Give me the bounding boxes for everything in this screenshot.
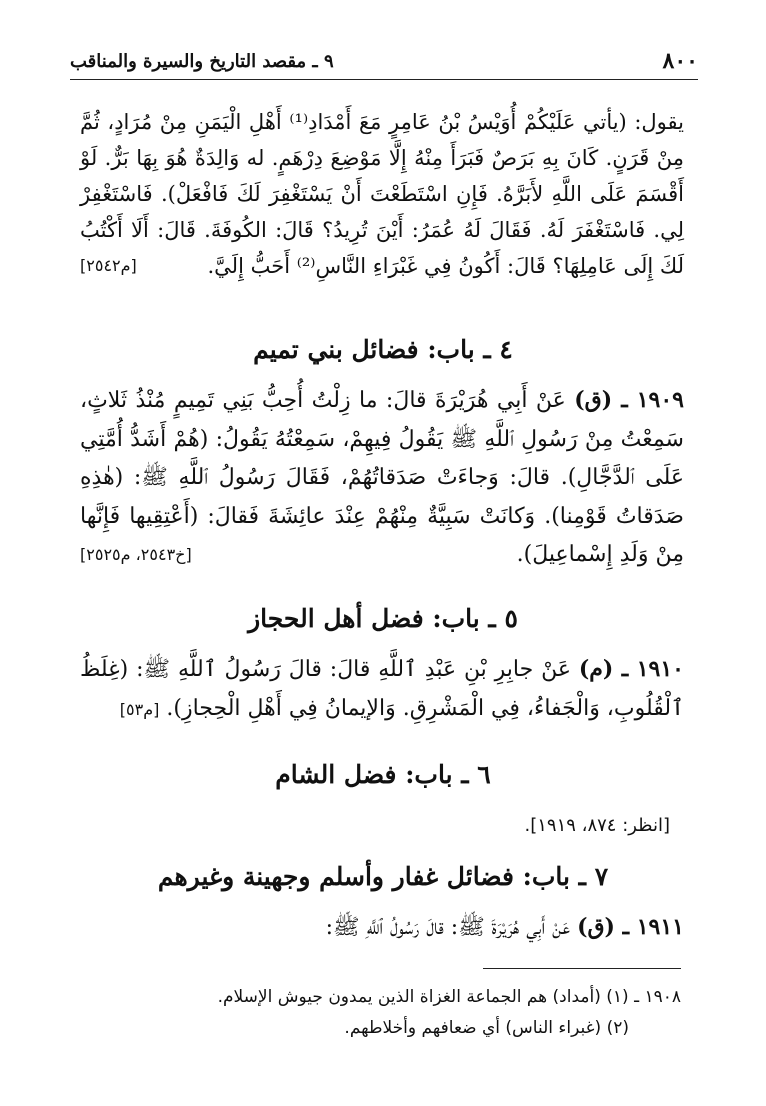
page-number: ٨٠٠ <box>662 48 698 74</box>
header-divider <box>70 79 698 80</box>
page-header <box>70 44 698 78</box>
footnotes <box>80 982 681 1044</box>
hadith-number-1910: ١٩١٠ ـ (م) <box>578 656 684 682</box>
hadith-number-1909: ١٩٠٩ ـ (ق) <box>574 387 684 413</box>
hadith-text-1909: عَنْ أَبِي هُرَيْرَةَ قالَ: ما زِلْتُ أُحِبُّ بَنِي تَمِيمٍ مُنْذُ ثَلاثٍ، سَمِعْتُ مِنْ رَسُولِ ٱللَّهِ ﷺ يَقُولُ فِيهِمْ، سَمِعْتُهُ يَقُولُ: (هُمْ أَشَدُّ أُمَّتِي عَلَى ٱلدَّجَّالِ). قالَ: وَجاءَتْ صَدَقاتُهُمْ، فَقَالَ رَسُولُ ٱللَّهِ ﷺ: (هٰذِهِ صَدَقاتُ قَوْمِنا). وَكانَتْ سَبِيَّةٌ مِنْهُمْ عِنْدَ عائِشَةَ فَقالَ: (أَعْتِقِيها فَإِنَّها مِنْ وَلَدِ إِسْماعِيلَ). <box>80 388 684 567</box>
footnote-divider <box>483 968 681 969</box>
hadith-1908-continuation <box>80 104 684 284</box>
see-also-reference: [انظر: ٨٧٤، ١٩١٩]. <box>524 815 670 836</box>
footnote-1: ١٩٠٨ ـ (١) (أمداد) هم الجماعة الغزاة الذين يمدون جيوش الإسلام. <box>217 987 681 1007</box>
hadith-text-1911: عَنْ أَبِي هُرَيْرَةَ ﷺ: قالَ رَسُولُ ٱللَّهِ ﷺ: <box>325 915 571 940</box>
reference-1909: [خ٢٥٤٣، م٢٥٢٥] <box>80 545 192 564</box>
chapter-heading-5: ٥ ـ باب: فضل أهل الحجاز <box>248 604 518 633</box>
hadith-text-1910: عَنْ جابِرِ بْنِ عَبْدِ ٱللَّهِ قالَ: قالَ رَسُولُ ٱللَّهِ ﷺ: (غِلَظُ ٱلْقُلُوبِ، وَالْجَفاءُ، فِي الْمَشْرِقِ. وَالإيمانُ فِي أَهْلِ الْحِجازِ). <box>80 657 684 721</box>
chapter-heading-6: ٦ ـ باب: فضل الشام <box>275 760 491 789</box>
chapter-heading-7: ٧ ـ باب: فضائل غفار وأسلم وجهينة وغيرهم <box>157 862 609 891</box>
hadith-1909 <box>80 381 684 575</box>
footnote-2: (٢) (غبراء الناس) أي ضعافهم وأخلاطهم. <box>344 1018 629 1038</box>
hadith-number-1911: ١٩١١ ـ (ق) <box>577 914 684 940</box>
continuation-text: يقول: (يأتي عَلَيْكُمْ أُوَيْسُ بْنُ عَامِرٍ مَعَ أَمْدَادِ⁽¹⁾ أَهْلِ الْيَمَنِ مِنْ مُرَادٍ، ثُمَّ مِنْ قَرَنٍ. كَانَ بِهِ بَرَصٌ فَبَرَأَ مِنْهُ إِلَّا مَوْضِعَ دِرْهَمٍ. له وَالِدَةٌ هُوَ بِهَا بَرٌّ. لَوْ أَقْسَمَ عَلَى اللَّهِ لأَبَرَّهُ. فَإِنِ اسْتَطَعْتَ أَنْ يَسْتَغْفِرَ لَكَ فَافْعَلْ). فَاسْتَغْفِرْ لِي. فَاسْتَغْفَرَ لَهُ. فَقَالَ لَهُ عُمَرُ: أَيْنَ تُرِيدُ؟ قَالَ: الكُوفَةَ. قَالَ: أَلَا أَكْتُبُ لَكَ إِلَى عَامِلِهَا؟ قَالَ: أَكُونُ فِي غَبْرَاءِ النَّاسِ⁽²⁾ أَحَبُّ إِلَيَّ. <box>80 110 684 278</box>
hadith-1910 <box>80 650 684 729</box>
running-title: ٩ ـ مقصد التاريخ والسيرة والمناقب <box>70 50 334 72</box>
reference-1908: [م٢٥٤٢] <box>80 256 137 275</box>
hadith-1911 <box>80 908 684 948</box>
chapter-heading-4: ٤ ـ باب: فضائل بني تميم <box>253 335 513 364</box>
reference-1910: [م٥٣] <box>119 699 160 719</box>
